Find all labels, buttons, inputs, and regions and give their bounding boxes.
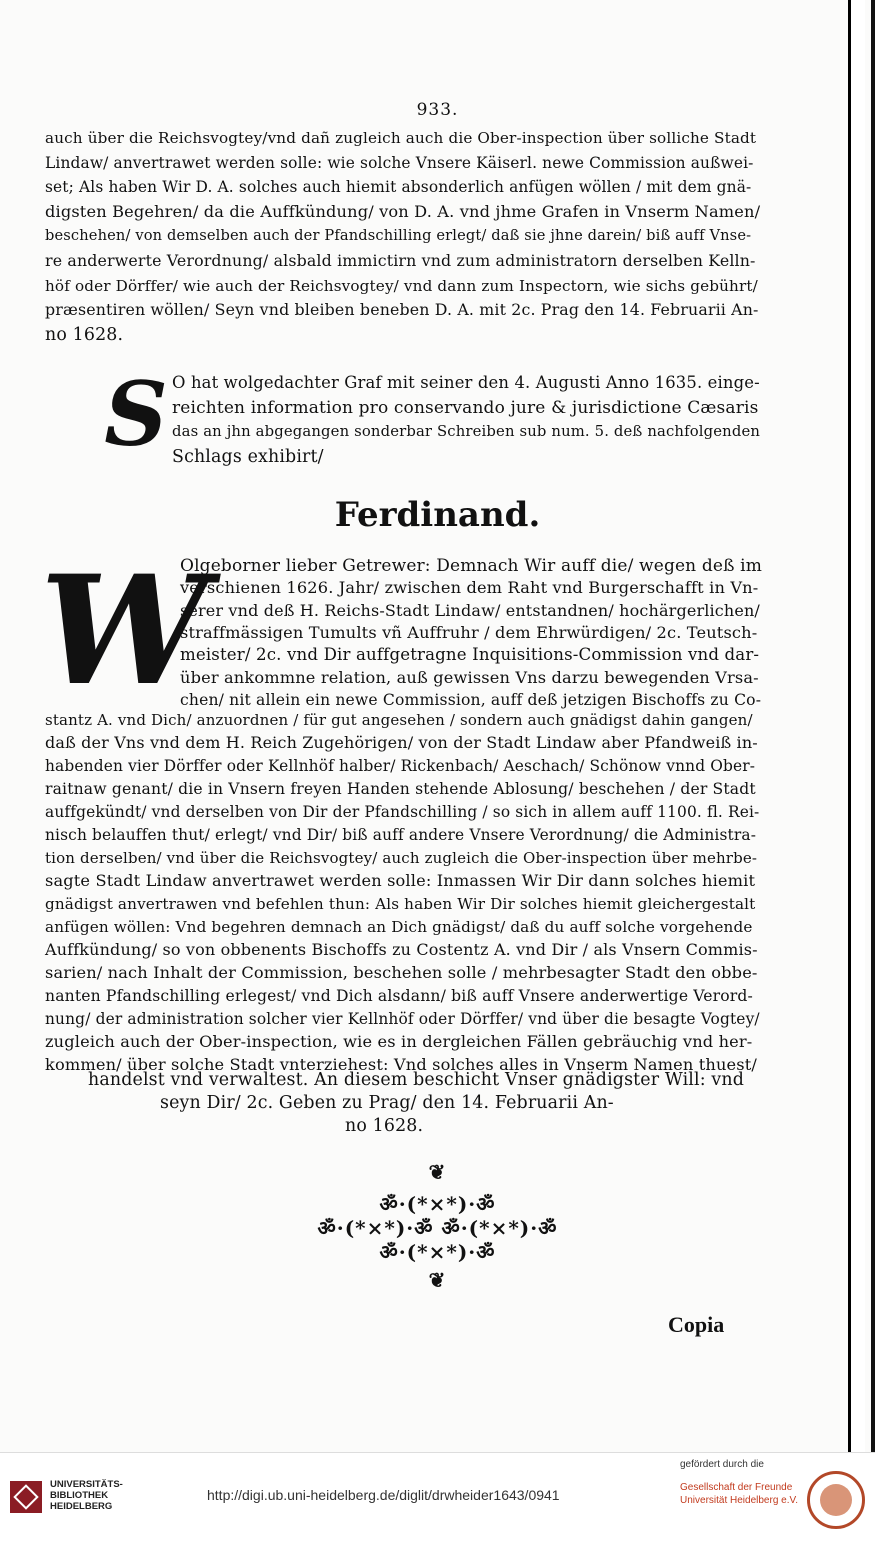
text-line: sagte Stadt Lindaw anvertrawet werden solle: Inmassen Wir Dir dann solches hiemit	[45, 871, 756, 890]
closing-line: handelst vnd verwaltest. An diesem beschicht Vnser gnädigster Will: vnd	[88, 1070, 745, 1090]
text-line: anfügen wöllen: Vnd begehren demnach an Dich gnädigst/ daß du auff solche vorgehende	[45, 918, 753, 936]
text-line: stantz A. vnd Dich/ anzuordnen / für gut angesehen / sondern auch gnädigst dahin gangen/	[45, 711, 753, 729]
text-line: das an jhn abgegangen sonderbar Schreiben sub num. 5. deß nachfolgenden	[172, 423, 761, 440]
text-line: tion derselben/ vnd über die Reichsvogtey/ auch zugleich die Ober-inspection über mehrbe-	[45, 849, 758, 867]
text-line: kommen/ über solche Stadt vnterziehest: Vnd solches alles in Vnserm Namen thuest/	[45, 1055, 757, 1074]
text-line: Lindaw/ anvertrawet werden solle: wie solche Vnsere Käiserl. newe Commission außwei-	[45, 153, 754, 172]
closing-line: seyn Dir/ 2c. Geben zu Prag/ den 14. Februarii An-	[160, 1093, 614, 1113]
text-line: höf oder Dörffer/ wie auch der Reichsvogtey/ vnd dann zum Inspectorn, wie sichs gebührt/	[45, 276, 758, 295]
society-name[interactable]: Gesellschaft der Freunde Universität Heidelberg e.V.	[680, 1482, 799, 1506]
heading-ferdinand: Ferdinand.	[334, 495, 541, 535]
ornament-row: ॐ·(*×*)·ॐ ॐ·(*×*)·ॐ	[317, 1216, 558, 1240]
text-line: auffgekündt/ vnd derselben von Dir der Pfandschilling / so sich in allem auff 1100. fl. Rei-	[45, 803, 760, 821]
funded-by-text: gefördert durch die	[680, 1459, 764, 1470]
ornament-row: ❦	[428, 1160, 447, 1184]
text-line: digsten Begehren/ da die Auffkündung/ von D. A. vnd jhme Grafen in Vnserm Namen/	[45, 201, 761, 221]
text-line: no 1628.	[45, 324, 124, 345]
text-line: Schlags exhibirt/	[172, 446, 324, 467]
text-line: habenden vier Dörffer oder Kellnhöf halber/ Rickenbach/ Aeschach/ Schönow vnnd Ober-	[45, 757, 756, 775]
library-logo-icon[interactable]	[10, 1481, 42, 1513]
text-line: sarien/ nach Inhalt der Commission, beschehen solle / mehrbesagter Stadt den obbe-	[45, 963, 758, 982]
text-line: nanten Pfandschilling erlegest/ vnd Dich alsdann/ biß auff Vnsere anderwertige Verord-	[45, 987, 753, 1005]
ornament-row: ॐ·(*×*)·ॐ	[379, 1192, 496, 1216]
text-line: reichten information pro conservando jure & jurisdictione Cæsaris	[172, 397, 759, 418]
text-line: chen/ nit allein ein newe Commission, auff deß jetzigen Bischoffs zu Co-	[180, 690, 762, 709]
text-line: re anderwerte Verordnung/ alsbald immictirn vnd zum administratorn derselben Kelln-	[45, 251, 756, 270]
text-line: Auffkündung/ so von obbenents Bischoffs zu Costentz A. vnd Dir / als Vnsern Commis-	[45, 940, 758, 959]
text-line: serer vnd deß H. Reichs-Stadt Lindaw/ entstandnen/ hochärgerlichen/	[180, 600, 760, 620]
text-line: auch über die Reichsvogtey/vnd dañ zugleich auch die Ober-inspection über solliche Stadt	[45, 129, 757, 147]
text-line: straffmässigen Tumults vñ Auffruhr / dem Ehrwürdigen/ 2c. Teutsch-	[180, 622, 758, 642]
text-line: set; Als haben Wir D. A. solches auch hiemit absonderlich anfügen wöllen / mit dem gnä-	[45, 178, 752, 197]
text-line: gnädigst anvertrawen vnd befehlen thun: Als haben Wir Dir solches hiemit gleichergestalt	[45, 895, 756, 913]
ornament-row: ॐ·(*×*)·ॐ	[379, 1240, 496, 1264]
library-name[interactable]: UNIVERSITÄTS- BIBLIOTHEK HEIDELBERG	[50, 1479, 123, 1512]
decorated-initial-w: W	[40, 543, 209, 719]
university-seal-icon[interactable]	[807, 1471, 865, 1529]
text-line: Olgeborner lieber Getrewer: Demnach Wir auff die/ wegen deß im	[180, 556, 762, 576]
text-line: nisch belauffen thut/ erlegt/ vnd Dir/ biß auff andere Vnsere Verordnung/ die Administra-	[45, 826, 757, 844]
text-line: raitnaw genant/ die in Vnsern freyen Handen stehende Ablosung/ beschehen / der Stadt	[45, 780, 756, 798]
text-line: meister/ 2c. vnd Dir auffgetragne Inquisitions-Commission vnd dar-	[180, 645, 760, 665]
ornament-row: ❦	[428, 1268, 447, 1292]
text-line: O hat wolgedachter Graf mit seiner den 4. Augusti Anno 1635. einge-	[172, 373, 760, 392]
text-line: zugleich auch der Ober-inspection, wie es in dergleichen Fällen gebräuchig vnd her-	[45, 1032, 753, 1051]
permalink-url[interactable]: http://digi.ub.uni-heidelberg.de/diglit/drwheider1643/0941	[207, 1487, 560, 1503]
text-line: über ankommne relation, auß gewissen Vns darzu bewegenden Vrsa-	[180, 667, 759, 687]
text-line: daß der Vns vnd dem H. Reich Zugehörigen/ von der Stadt Lindaw aber Pfandweiß in-	[45, 733, 758, 752]
footer-bar	[0, 1452, 875, 1547]
closing-line: no 1628.	[345, 1116, 424, 1136]
decorated-initial-s: S	[104, 362, 168, 466]
text-line: verschienen 1626. Jahr/ zwischen dem Raht vnd Burgerschafft in Vn-	[180, 578, 759, 598]
page-number: 933.	[416, 100, 459, 120]
text-line: præsentiren wöllen/ Seyn vnd bleiben beneben D. A. mit 2c. Prag den 14. Februarii An-	[45, 300, 759, 320]
catchword: Copia	[668, 1312, 725, 1337]
text-line: beschehen/ von demselben auch der Pfandschilling erlegt/ daß sie jhne darein/ biß auff Vnse-	[45, 227, 752, 245]
text-line: nung/ der administration solcher vier Kellnhöf oder Dörffer/ vnd über die besagte Vogtey/	[45, 1010, 760, 1028]
